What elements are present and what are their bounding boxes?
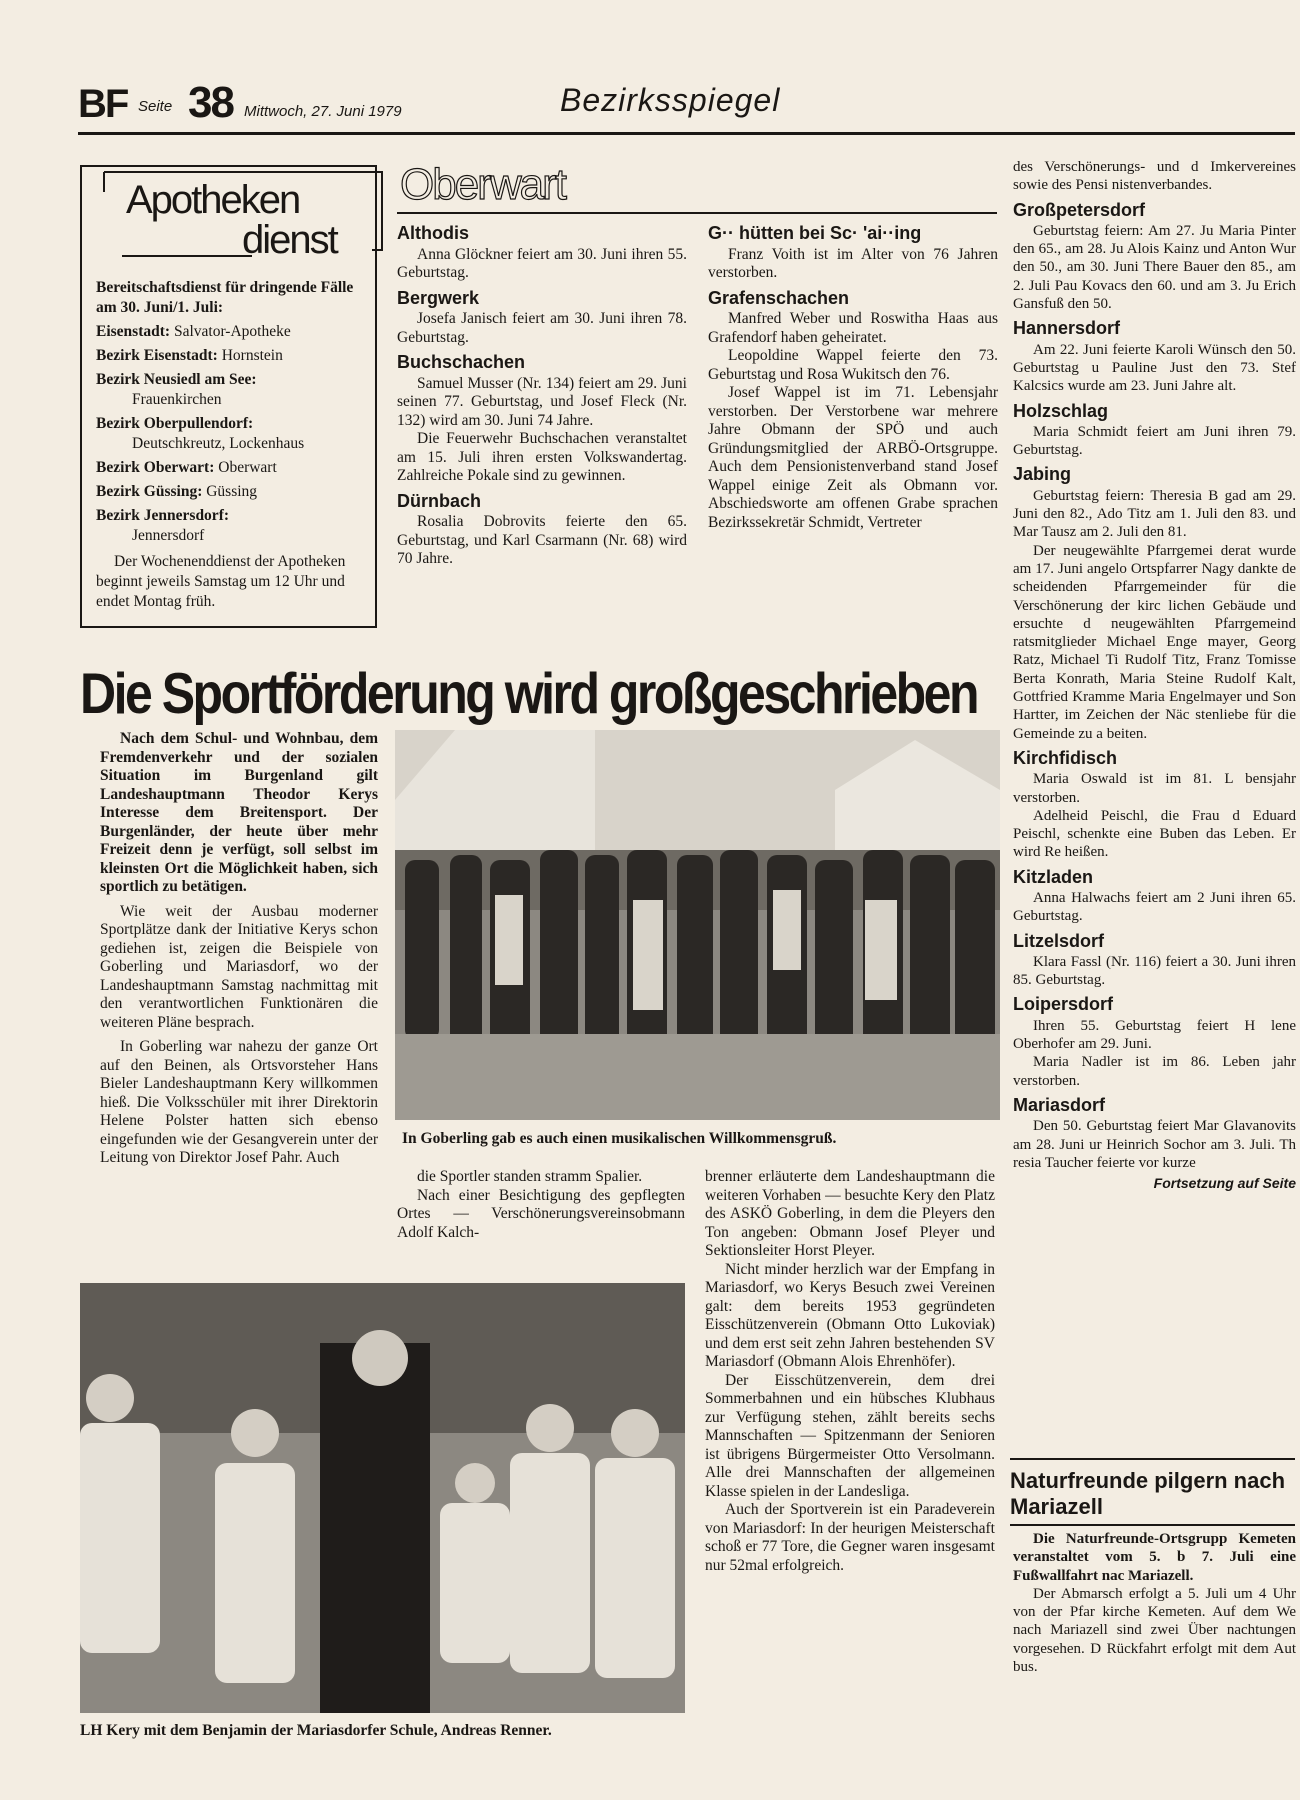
- apotheken-entry: [96, 414, 366, 454]
- news-paragraph: Klara Fassl (Nr. 116) feiert a 30. Juni ihren 85. Geburtstag.: [1013, 953, 1296, 989]
- place-heading: Mariasdorf: [1013, 1094, 1106, 1115]
- apotheken-intro: Bereitschaftsdienst für dringende Fälle am 30. Juni/1. Juli:: [96, 279, 354, 316]
- entry-value: Salvator-Apotheke: [173, 323, 291, 340]
- masthead-section: Bezirksspiegel: [560, 82, 781, 118]
- news-paragraph: Nach einer Besichtigung des gepflegten Ortes — Verschönerungsvereinsobmann Adolf Kalch-: [397, 1186, 685, 1241]
- oberwart-title: Oberwart: [400, 160, 565, 209]
- entry-region: Bezirk Oberpullendorf:: [96, 415, 254, 432]
- apotheken-entry: [96, 458, 366, 478]
- entry-value: Güssing: [206, 483, 258, 500]
- news-paragraph: Maria Nadler ist im 86. Leben jahr verstorben.: [1013, 1054, 1296, 1089]
- place-heading: Dürnbach: [397, 490, 482, 511]
- naturfreunde-text: Der Abmarsch erfolgt a 5. Juli um 4 Uhr von der Pfar kirche Kemeten. Auf dem We nach Mariazell sind zwei Über nachtungen vorgesehen. D Rückfahrt erfolgt mit dem Aut bus.: [1013, 1585, 1296, 1676]
- place-heading: Buchschachen: [397, 352, 526, 372]
- apotheken-entry: [96, 506, 366, 546]
- photo-caption-1: In Goberling gab es auch einen musikalischen Willkommensgruß.: [402, 1130, 837, 1147]
- place-heading: G·· hütten bei Sc· 'ai··ing: [708, 223, 922, 243]
- place-heading: Loipersdorf: [1013, 994, 1114, 1015]
- photo-ground: [395, 1034, 1000, 1120]
- masthead-rule: [78, 132, 1295, 135]
- naturfreunde-body: [1013, 1530, 1296, 1676]
- apotheken-entry: [96, 346, 366, 366]
- news-paragraph: Auch der Sportverein ist ein Paradeverein von Mariasdorf: In der heurigen Meisterschaft schoß er 77 Tore, die Gegner waren insgesamt nur 52mal erfolgreich.: [705, 1501, 995, 1574]
- place-heading: Jabing: [1013, 464, 1072, 485]
- news-paragraph: Josef Wappel ist im 71. Lebensjahr verstorben. Der Verstorbene war mehrere Jahre Obmann der SPÖ und auch Gründungsmitglied der ARBÖ-Ortsgruppe. Auch dem Pensionistenverband stand Josef Wappel einige Zeit als Obmann vor. Abschiedsworte am offenen Grabe sprachen Bezirkssekretär Schmidt, Vertreter: [708, 384, 998, 531]
- entry-region: Eisenstadt:: [96, 323, 171, 340]
- news-paragraph: des Verschönerungs- und d Imkervereines sowie des Pensi nistenverbandes.: [1013, 159, 1296, 194]
- place-heading: Litzelsdorf: [1013, 930, 1105, 951]
- entry-region: Bezirk Oberwart:: [96, 459, 215, 476]
- news-paragraph: brenner erläuterte dem Landeshauptmann die weiteren Vorhaben — besuchte Kery den Platz des ASKÖ Goberling, in dem die Pleyers den Ton angeben: Obmann Josef Pleyer und Sektionsleiter Horst Pleyer.: [705, 1168, 995, 1259]
- place-heading: Kirchfidisch: [1013, 747, 1118, 768]
- apotheken-title-line1: Apotheken: [126, 178, 300, 222]
- entry-value: Jennersdorf: [132, 527, 205, 544]
- oberwart-rule: [397, 212, 997, 214]
- apotheken-entry: [96, 370, 366, 410]
- place-heading: Großpetersdorf: [1013, 199, 1146, 220]
- news-paragraph: Die Feuerwehr Buchschachen veranstaltet am 15. Juli ihren ersten Volkswandertag. Zahlreiche Pokale sind zu gewinnen.: [397, 430, 687, 484]
- news-paragraph: Den 50. Geburtstag feiert Mar Glavanovits am 28. Juni ur Heinrich Sochor am 3. Juli. Th resia Taucher feierte vor kurze: [1013, 1118, 1296, 1171]
- news-paragraph: Wie weit der Ausbau moderner Sportplätze dank der Initiative Kerys schon gediehen ist, zeigen die Beispiele von Goberling und Mariasdorf, wo der Landeshauptmann Samstag nachmittag mit den verantwortlichen Funktionären die weiteren Pläne besprach.: [100, 902, 378, 1031]
- news-paragraph: Maria Schmidt feiert am Juni ihren 79. Geburtstag.: [1013, 423, 1296, 459]
- sport-left-column: [100, 730, 378, 1168]
- photo-scene: [80, 1283, 685, 1713]
- apotheken-entry: [96, 322, 366, 342]
- entry-value: Hornstein: [221, 347, 283, 364]
- masthead-page-number: 38: [188, 78, 233, 127]
- news-paragraph: Der Eisschützenverein, dem drei Sommerbahnen und ein hübsches Klubhaus zur Verfügung stehen, zählt bereits sechs Mannschaften — Spitzenmann der Senioren ist übrigens Bürgermeister Otto Versolmann. Alle drei Mannschaften der allgemeinen Klasse spielen in der Landesliga.: [705, 1371, 995, 1500]
- masthead-date: Mittwoch, 27. Juni 1979: [244, 103, 402, 120]
- news-paragraph: Anna Glöckner feiert am 30. Juni ihren 55. Geburtstag.: [397, 245, 687, 281]
- news-paragraph: Franz Voith ist im Alter von 76 Jahren verstorben.: [708, 245, 998, 281]
- news-paragraph: In Goberling war nahezu der ganze Ort auf den Beinen, als Ortsvorsteher Hans Bieler Landeshauptmann Kery willkommen hieß. Die Volksschüler mit ihrer Direktorin Helene Polster hatten sich ebenso eingefunden wie der Gesangverein unter der Leitung von Direktor Josef Pahr. Auch: [100, 1038, 378, 1166]
- news-paragraph: Adelheid Peischl, die Frau d Eduard Peischl, schenkte eine Buben das Leben. Er wird Re heißen.: [1013, 807, 1296, 861]
- news-paragraph: Am 22. Juni feierte Karoli Wünsch den 50. Geburtstag u Pauline Just den 73. Stef Kalcsics wurde am 23. Juni Jahre alt.: [1013, 341, 1296, 395]
- masthead-seite-label: Seite: [138, 98, 173, 115]
- news-paragraph: Ihren 55. Geburtstag feiert H lene Oberhofer am 29. Juni.: [1013, 1017, 1296, 1053]
- news-paragraph: Maria Oswald ist im 81. L bensjahr verstorben.: [1013, 771, 1296, 806]
- oberwart-column-1: [397, 218, 687, 569]
- entry-value: Deutschkreutz, Lockenhaus: [132, 435, 305, 452]
- sport-lede: Nach dem Schul- und Wohnbau, dem Fremdenverkehr und der sozialen Situation im Burgenland gilt Landeshauptmann Theodor Kerys Interesse dem Breitensport. Der Burgenländer, der heute über mehr Freizeit denn je verfügt, soll selbst im kleinsten Ort die Möglichkeit haben, sich sportlich zu betätigen.: [100, 730, 378, 895]
- photo-caption-2: LH Kery mit dem Benjamin der Mariasdorfer Schule, Andreas Renner.: [80, 1722, 552, 1739]
- news-paragraph: Nicht minder herzlich war der Empfang in Mariasdorf, wo Kerys Besuch zwei Vereinen galt: dem bereits 1953 gegründeten Eisschützenverein (Obmann Otto Lukoviak) und dem erst seit zehn Jahren bestehenden SV Mariasdorf (Obmann Alois Ehrenhöfer).: [705, 1260, 995, 1370]
- continued-note: Fortsetzung auf Seite: [1153, 1175, 1296, 1192]
- goberling-choir-photo: [395, 730, 1000, 1120]
- naturfreunde-top-rule: [1010, 1458, 1295, 1460]
- sport-headline: Die Sportförderung wird großgeschrieben: [80, 661, 978, 726]
- sport-mid-column: [397, 1168, 685, 1242]
- right-column: [1013, 158, 1296, 1192]
- news-paragraph: Leopoldine Wappel feierte den 73. Geburtstag und Rosa Wukitsch den 76.: [708, 347, 998, 383]
- kery-children-photo: [80, 1283, 685, 1713]
- place-heading: Bergwerk: [397, 287, 480, 308]
- news-paragraph: Anna Halwachs feiert am 2 Juni ihren 65. Geburtstag.: [1013, 889, 1296, 925]
- naturfreunde-lede: Die Naturfreunde-Ortsgrupp Kemeten veranstaltet vom 5. b 7. Juli eine Fußwallfahrt nac Mariazell.: [1013, 1531, 1296, 1584]
- entry-value: Frauenkirchen: [132, 391, 222, 408]
- place-heading: Kitzladen: [1013, 866, 1094, 887]
- naturfreunde-rule: [1010, 1524, 1295, 1526]
- masthead-logo: BF: [78, 82, 128, 126]
- oberwart-column-2: [708, 218, 998, 532]
- news-paragraph: die Sportler standen stramm Spalier.: [417, 1168, 643, 1185]
- place-heading: Althodis: [397, 223, 469, 243]
- news-paragraph: Josefa Janisch feiert am 30. Juni ihren 78. Geburtstag.: [397, 310, 687, 346]
- news-paragraph: Rosalia Dobrovits feierte den 65. Geburtstag, und Karl Csarmann (Nr. 68) wird 70 Jahre.: [397, 513, 687, 567]
- apotheken-entry: [96, 482, 366, 502]
- entry-region: Bezirk Jennersdorf:: [96, 507, 230, 524]
- entry-value: Oberwart: [218, 459, 277, 476]
- news-paragraph: Geburtstag feiern: Am 27. Ju Maria Pinter den 65., am 28. Ju Alois Kainz und Anton Wur den 50., am 30. Juni There Bauer den 85., am 2. Juli Pau Kovacs den 60. und am 3. Ju Erich Gansfuß den 50.: [1013, 222, 1296, 313]
- place-heading: Hannersdorf: [1013, 318, 1121, 339]
- entry-region: Bezirk Neusiedl am See:: [96, 371, 257, 388]
- apotheken-title: [102, 170, 384, 262]
- entry-region: Bezirk Güssing:: [96, 483, 203, 500]
- naturfreunde-headline: Naturfreunde pilgern nach Mariazell: [1010, 1468, 1286, 1519]
- news-paragraph: Manfred Weber und Roswitha Haas aus Grafendorf haben geheiratet.: [708, 310, 998, 346]
- apotheken-body: [96, 278, 366, 616]
- apotheken-title-line2: dienst: [242, 218, 337, 262]
- place-heading: Holzschlag: [1013, 400, 1109, 421]
- entry-region: Bezirk Eisenstadt:: [96, 347, 218, 364]
- sport-right-column: [705, 1168, 995, 1575]
- news-paragraph: Geburtstag feiern: Theresia B gad am 29. Juni den 82., Ado Titz am 1. Juli den 83. und Mar Tausz am 2. Juli den 81.: [1013, 487, 1296, 541]
- news-paragraph: Der neugewählte Pfarrgemei derat wurde am 17. Juni angelo Ortspfarrer Nagy dankte de scheidenden Pfarrgemeinder für die Verschönerung der kirc lichen Gebäude und ersuchte d neugewählten Pfarrgemeind ratsmitglieder Michael Enge mayer, Georg Ratz, Michael Ti Rudolf Titz, Franz Tomisse Berta Konrath, Maria Steine Rudolf Kalt, Gottfried Kramme Maria Engelmayer und Son Hartter, im Zeichen der Näc stenliebe für die Gemeinde zu a beiten.: [1013, 542, 1296, 742]
- place-heading: Grafenschachen: [708, 287, 850, 308]
- news-paragraph: Samuel Musser (Nr. 134) feiert am 29. Juni seinen 77. Geburtstag, und Josef Fleck (Nr. 132) wird am 30. Juni 74 Jahre.: [397, 374, 687, 429]
- apotheken-closing: Der Wochenenddienst der Apotheken beginnt jeweils Samstag um 12 Uhr und endet Montag früh.: [96, 553, 346, 610]
